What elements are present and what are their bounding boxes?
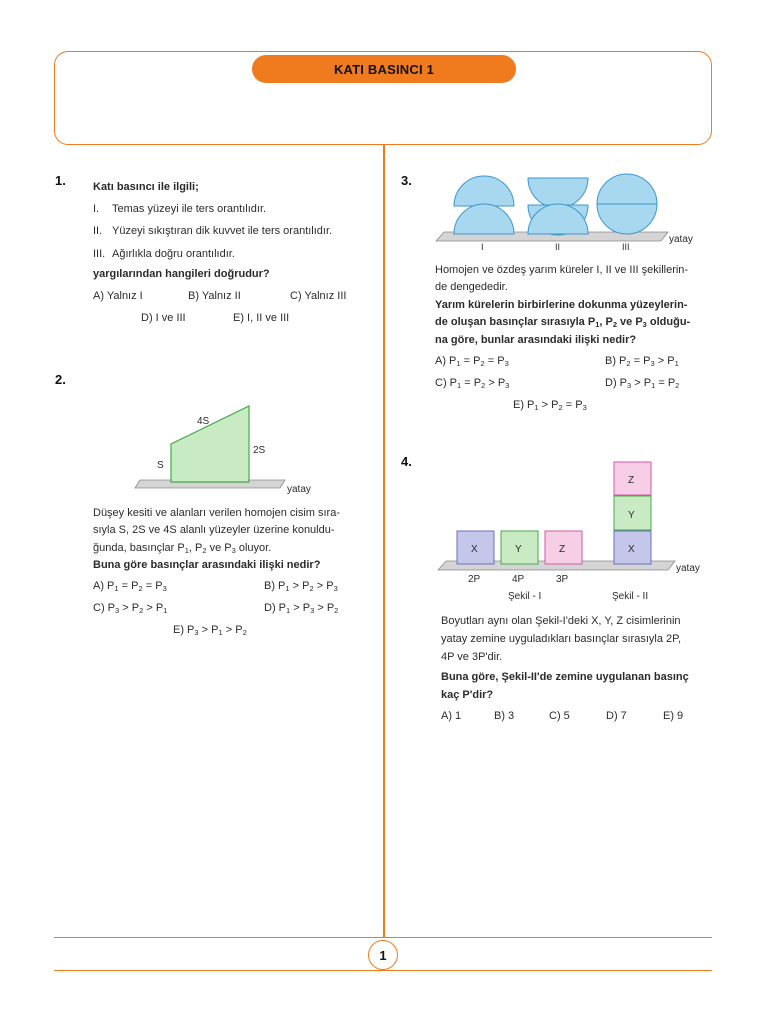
pressure-y: 4P — [512, 574, 525, 585]
text-line: Buna göre, Şekil-II'de zemine uygulanan basınç — [441, 671, 689, 683]
ground-label: yatay — [287, 484, 311, 495]
label-ii: II — [555, 242, 561, 252]
question-3-option-a[interactable]: A) $P_1 = P_2 = P_3$ — [435, 355, 509, 368]
text-line: de oluşan basınçlar sırasıyla $P_1$, $P_2$ ve $P_3$ olduğu- — [435, 316, 691, 330]
label-4s: 4S — [197, 416, 210, 427]
text-line: Düşey kesiti ve alanları verilen homojen cisim sıra- — [93, 507, 340, 519]
text-line: yatay zemine uyguladıkları basınçlar sırasıyla 2P, — [441, 633, 682, 645]
ground-label: yatay — [676, 563, 700, 574]
page-title: KATI BASINCI 1 — [252, 55, 516, 83]
text-line: na göre, bunlar arasındaki ilişki nedir? — [435, 333, 637, 346]
label-2s: 2S — [253, 445, 266, 456]
stack-y-label: Y — [628, 510, 635, 521]
text-line: Boyutları aynı olan Şekil-I'deki X, Y, Z cisimlerinin — [441, 615, 681, 627]
ground-label: yatay — [669, 234, 693, 245]
question-1-option-e[interactable]: E) I, II ve III — [233, 312, 290, 324]
question-1-option-d[interactable]: D) I ve III — [141, 312, 186, 324]
question-1-option-a[interactable]: A) Yalnız I — [93, 290, 143, 302]
question-1-stem: Katı basıncı ile ilgili; — [93, 181, 199, 193]
pressure-x: 2P — [468, 574, 481, 585]
text-line: Yarım kürelerin birbirlerine dokunma yüzeylerin- — [435, 299, 688, 311]
question-3-option-c[interactable]: C) $P_1 = P_2 > P_3$ — [435, 377, 510, 390]
text-line: kaç P'dir? — [441, 689, 494, 701]
question-4-prompt — [441, 668, 689, 704]
prism-body — [171, 406, 249, 482]
question-1-prompt: yargılarından hangileri doğrudur? — [93, 268, 270, 280]
question-3-option-e[interactable]: E) $P_1 > P_2 = P_3$ — [513, 399, 587, 412]
pressure-z: 3P — [556, 574, 569, 585]
question-3-prompt — [435, 297, 690, 349]
page-number: 1 — [368, 940, 398, 970]
question-4-option-b[interactable]: B) 3 — [494, 710, 515, 722]
question-4-option-a[interactable]: A) 1 — [441, 710, 462, 722]
label-iii: III — [622, 242, 630, 252]
question-4-text — [441, 612, 681, 666]
question-2-option-a[interactable]: A) $P_1 = P_2 = P_3$ — [93, 580, 167, 593]
caption-sekil-1: Şekil - I — [508, 591, 542, 602]
question-4-option-e[interactable]: E) 9 — [663, 710, 684, 722]
question-2-text — [93, 505, 340, 557]
question-2-number: 2. — [55, 372, 66, 387]
label-i: I — [481, 242, 484, 252]
footer-line-bottom — [54, 970, 712, 971]
question-1-item-3: III. Ağırlıkla doğru orantılıdır. — [93, 248, 235, 260]
question-2-option-b[interactable]: B) $P_1 > P_2 > P_3$ — [264, 580, 338, 593]
text-line: sıyla S, 2S ve 4S alanlı yüzeyler üzerine konuldu- — [93, 524, 335, 537]
question-2-prompt: Buna göre basınçlar arasındaki ilişki nedir? — [93, 559, 321, 571]
question-4-option-d[interactable]: D) 7 — [606, 710, 627, 722]
question-1-option-c[interactable]: C) Yalnız III — [290, 290, 347, 302]
question-3-number: 3. — [401, 173, 412, 188]
text-line: ğunda, basınçlar $P_1$, $P_2$ ve $P_3$ oluyor. — [93, 541, 272, 555]
footer-line-top — [54, 937, 712, 938]
hemisphere — [454, 176, 514, 206]
caption-sekil-2: Şekil - II — [612, 591, 649, 602]
question-2-option-d[interactable]: D) $P_1 > P_3 > P_2$ — [264, 602, 339, 615]
stack-z-label: Z — [628, 475, 635, 486]
stack-x-label: X — [628, 544, 635, 555]
block-y-label: Y — [515, 544, 522, 555]
question-3-figure — [436, 175, 706, 253]
question-3-text — [435, 262, 688, 297]
question-3-option-d[interactable]: D) $P_3 > P_1 = P_2$ — [605, 377, 680, 390]
question-1-item-1: I. Temas yüzeyi ile ters orantılıdır. — [93, 203, 267, 215]
block-x-label: X — [471, 544, 478, 555]
question-4-option-c[interactable]: C) 5 — [549, 710, 570, 722]
question-4-number: 4. — [401, 454, 412, 469]
question-1-option-b[interactable]: B) Yalnız II — [188, 290, 241, 302]
question-2-option-c[interactable]: C) $P_3 > P_2 > P_1$ — [93, 602, 168, 615]
question-3-option-b[interactable]: B) $P_2 = P_3 > P_1$ — [605, 355, 679, 368]
text-line: de dengededir. — [435, 281, 508, 294]
block-z-label: Z — [559, 544, 566, 555]
question-1-item-2: II. Yüzeyi sıkıştıran dik kuvvet ile ters orantılıdır. — [93, 225, 333, 237]
question-2-figure — [135, 400, 325, 500]
question-4-figure — [438, 458, 713, 604]
text-line: Homojen ve özdeş yarım küreler I, II ve III şekillerin- — [435, 264, 689, 276]
hemisphere — [454, 204, 514, 234]
column-divider — [383, 145, 385, 938]
question-1-number: 1. — [55, 173, 66, 188]
label-s: S — [157, 460, 164, 471]
question-2-option-e[interactable]: E) $P_3 > P_1 > P_2$ — [173, 624, 247, 637]
text-line: 4P ve 3P'dir. — [441, 651, 503, 663]
